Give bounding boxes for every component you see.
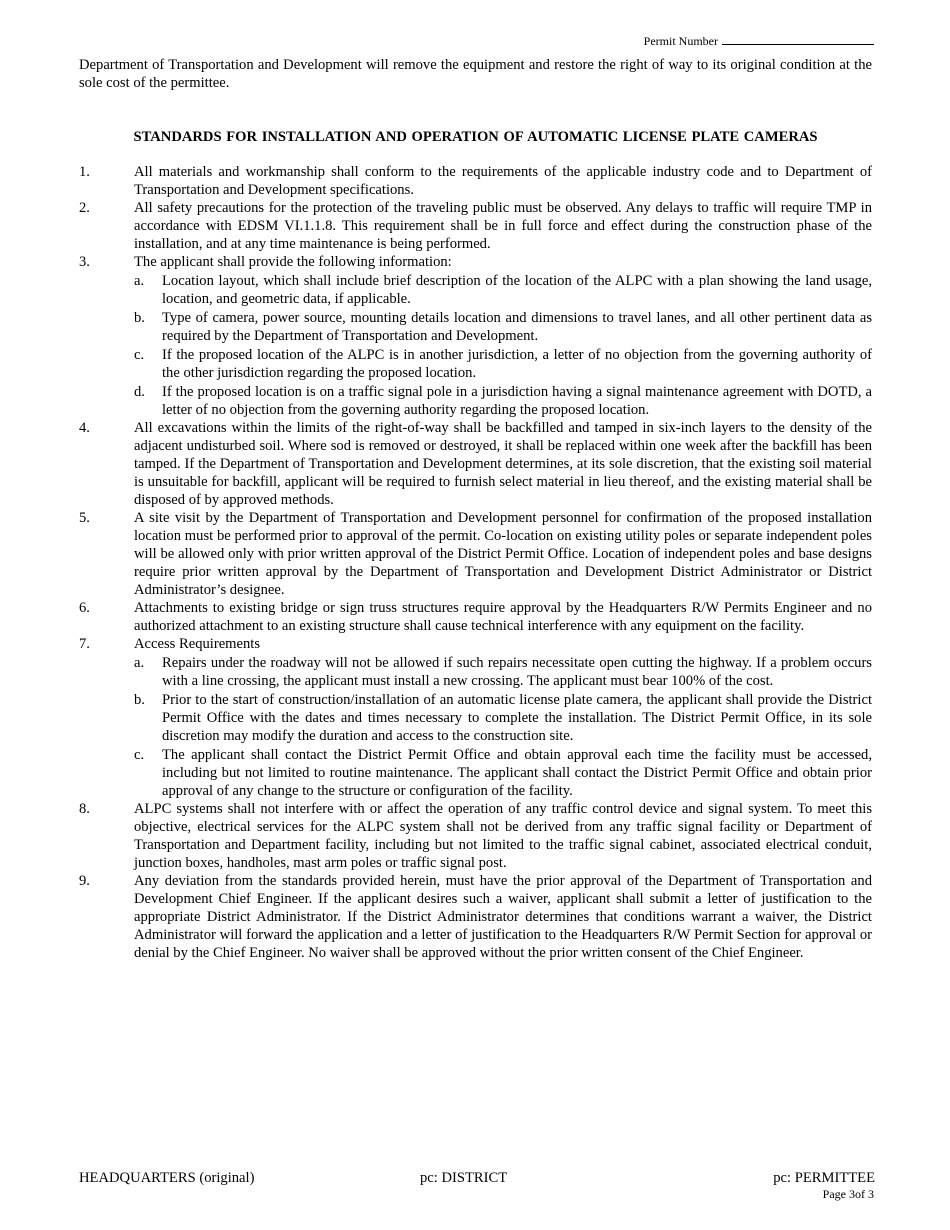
- item-number: 3.: [79, 254, 90, 270]
- item-text: All materials and workmanship shall conform to the requirements of the applicable industry code and to Department of Transportation and Development specifications.: [134, 164, 872, 198]
- sub-item-3a: [134, 272, 872, 308]
- item-number: 7.: [79, 636, 90, 652]
- item-number: 2.: [79, 200, 90, 216]
- sub-item-text: If the proposed location is on a traffic signal pole in a jurisdiction having a signal maintenance agreement with DOTD, a letter of no objection from the governing authority regarding the proposed location.: [162, 384, 872, 418]
- sub-item-7a: [134, 654, 872, 690]
- list-item-1: [79, 163, 872, 199]
- footer-copy-headquarters: HEADQUARTERS (original): [79, 1170, 255, 1186]
- sub-item-3b: [134, 309, 872, 345]
- footer-copy-permittee: pc: PERMITTEE: [773, 1170, 875, 1186]
- sub-item-letter: d.: [134, 384, 145, 400]
- sub-item-text: Type of camera, power source, mounting details location and dimensions to travel lanes, and all other pertinent data as required by the Department of Transportation and Development.: [162, 310, 872, 344]
- page-number: Page 3of 3: [822, 1187, 874, 1201]
- item-text: ALPC systems shall not interfere with or affect the operation of any traffic control device and signal system. To meet this objective, electrical services for the ALPC system shall not be derived from any traffic signal facility or Department of Transportation and Department facility, including but not limited to the traffic signal cabinet, associated electrical conduit, junction boxes, handholes, mast arm poles or traffic signal post.: [134, 801, 872, 871]
- sub-item-7b: [134, 691, 872, 745]
- item-text: Access Requirements: [134, 636, 261, 652]
- list-item-3: [79, 253, 872, 419]
- sub-item-text: Repairs under the roadway will not be allowed if such repairs necessitate open cutting the highway. If a problem occurs with a line crossing, the applicant must install a new crossing. The applicant must bear 100% of the cost.: [162, 655, 872, 689]
- page-title: STANDARDS FOR INSTALLATION AND OPERATION OF AUTOMATIC LICENSE PLATE CAMERAS: [133, 129, 818, 145]
- sub-item-text: Location layout, which shall include brief description of the location of the ALPC with a plan showing the land usage, location, and geometric data, if applicable.: [162, 273, 872, 307]
- list-item-2: [79, 199, 872, 253]
- item-number: 6.: [79, 600, 90, 616]
- permit-number-blank: [722, 33, 874, 45]
- sub-item-text: Prior to the start of construction/installation of an automatic license plate camera, the applicant shall provide the District Permit Office with the dates and times necessary to complete the installation. The District Permit Office, in its sole discretion may modify the duration and access to the construction site.: [162, 692, 872, 744]
- intro-paragraph: Department of Transportation and Development will remove the equipment and restore the right of way to its original condition at the sole cost of the permittee.: [79, 57, 872, 91]
- item-number: 5.: [79, 510, 90, 526]
- item-text: Any deviation from the standards provided herein, must have the prior approval of the Department of Transportation and Development Chief Engineer. If the applicant desires such a waiver, applicant shall submit a letter of justification to the appropriate District Administrator. If the District Administrator determines that conditions warrant a waiver, the District Administrator will forward the application and a letter of justification to the Headquarters R/W Permit Section for approval or denial by the Chief Engineer. No waiver shall be approved without the prior written consent of the Chief Engineer.: [134, 873, 872, 961]
- sub-item-letter: b.: [134, 310, 145, 326]
- permit-number-field: [644, 33, 874, 49]
- sub-item-7c: [134, 746, 872, 800]
- list-item-9: [79, 872, 872, 962]
- sub-item-letter: c.: [134, 747, 145, 763]
- permit-number-label: Permit Number: [643, 34, 718, 48]
- sub-item-letter: a.: [134, 655, 145, 671]
- item-number: 8.: [79, 801, 90, 817]
- item-text: A site visit by the Department of Transportation and Development personnel for confirmation of the proposed installation location must be performed prior to approval of the permit. Co-location on existing utility poles or separate independent poles will be allowed only with prior written approval of the District Permit Office. Location of independent poles and base designs require prior written approval by the Department of Transportation and Development District Administrator or District Administrator’s designee.: [134, 510, 872, 598]
- list-item-7: [79, 635, 872, 800]
- sub-item-text: The applicant shall contact the District Permit Office and obtain approval each time the facility must be accessed, including but not limited to routine maintenance. The applicant shall contact the District Permit Office and obtain prior approval of any change to the structure or configuration of the facility.: [162, 747, 872, 799]
- standards-list: [79, 163, 872, 962]
- page-footer: [79, 1169, 875, 1189]
- item-text: The applicant shall provide the following information:: [134, 254, 452, 270]
- item-number: 4.: [79, 420, 90, 436]
- item-text: Attachments to existing bridge or sign truss structures require approval by the Headquarters R/W Permits Engineer and no authorized attachment to an existing structure shall cause technical interference with any equipment on the facility.: [134, 600, 872, 634]
- list-item-8: [79, 800, 872, 872]
- sub-item-letter: b.: [134, 692, 145, 708]
- list-item-4: [79, 419, 872, 509]
- item-number: 9.: [79, 873, 90, 889]
- item-number: 1.: [79, 164, 90, 180]
- list-item-6: [79, 599, 872, 635]
- sub-item-letter: a.: [134, 273, 145, 289]
- sub-item-letter: c.: [134, 347, 145, 363]
- item-text: All excavations within the limits of the right-of-way shall be backfilled and tamped in six-inch layers to the density of the adjacent undisturbed soil. Where sod is removed or destroyed, it shall be replaced within one week after the backfill has been tamped. If the Department of Transportation and Development determines, at its sole discretion, that the existing soil material is unsuitable for backfill, applicant will be required to furnish select material in lieu thereof, and the existing material shall be disposed of by approved methods.: [134, 420, 872, 508]
- sub-item-text: If the proposed location of the ALPC is in another jurisdiction, a letter of no objection from the governing authority of the other jurisdiction regarding the proposed location.: [162, 347, 872, 381]
- footer-copy-district: pc: DISTRICT: [420, 1170, 508, 1186]
- sub-item-3c: [134, 346, 872, 382]
- item-text: All safety precautions for the protection of the traveling public must be observed. Any delays to traffic will require TMP in accordance with EDSM VI.1.1.8. This requirement shall be in full force and effect during the construction phase of the installation, and at any time maintenance is being performed.: [134, 200, 872, 252]
- list-item-5: [79, 509, 872, 599]
- sub-item-3d: [134, 383, 872, 419]
